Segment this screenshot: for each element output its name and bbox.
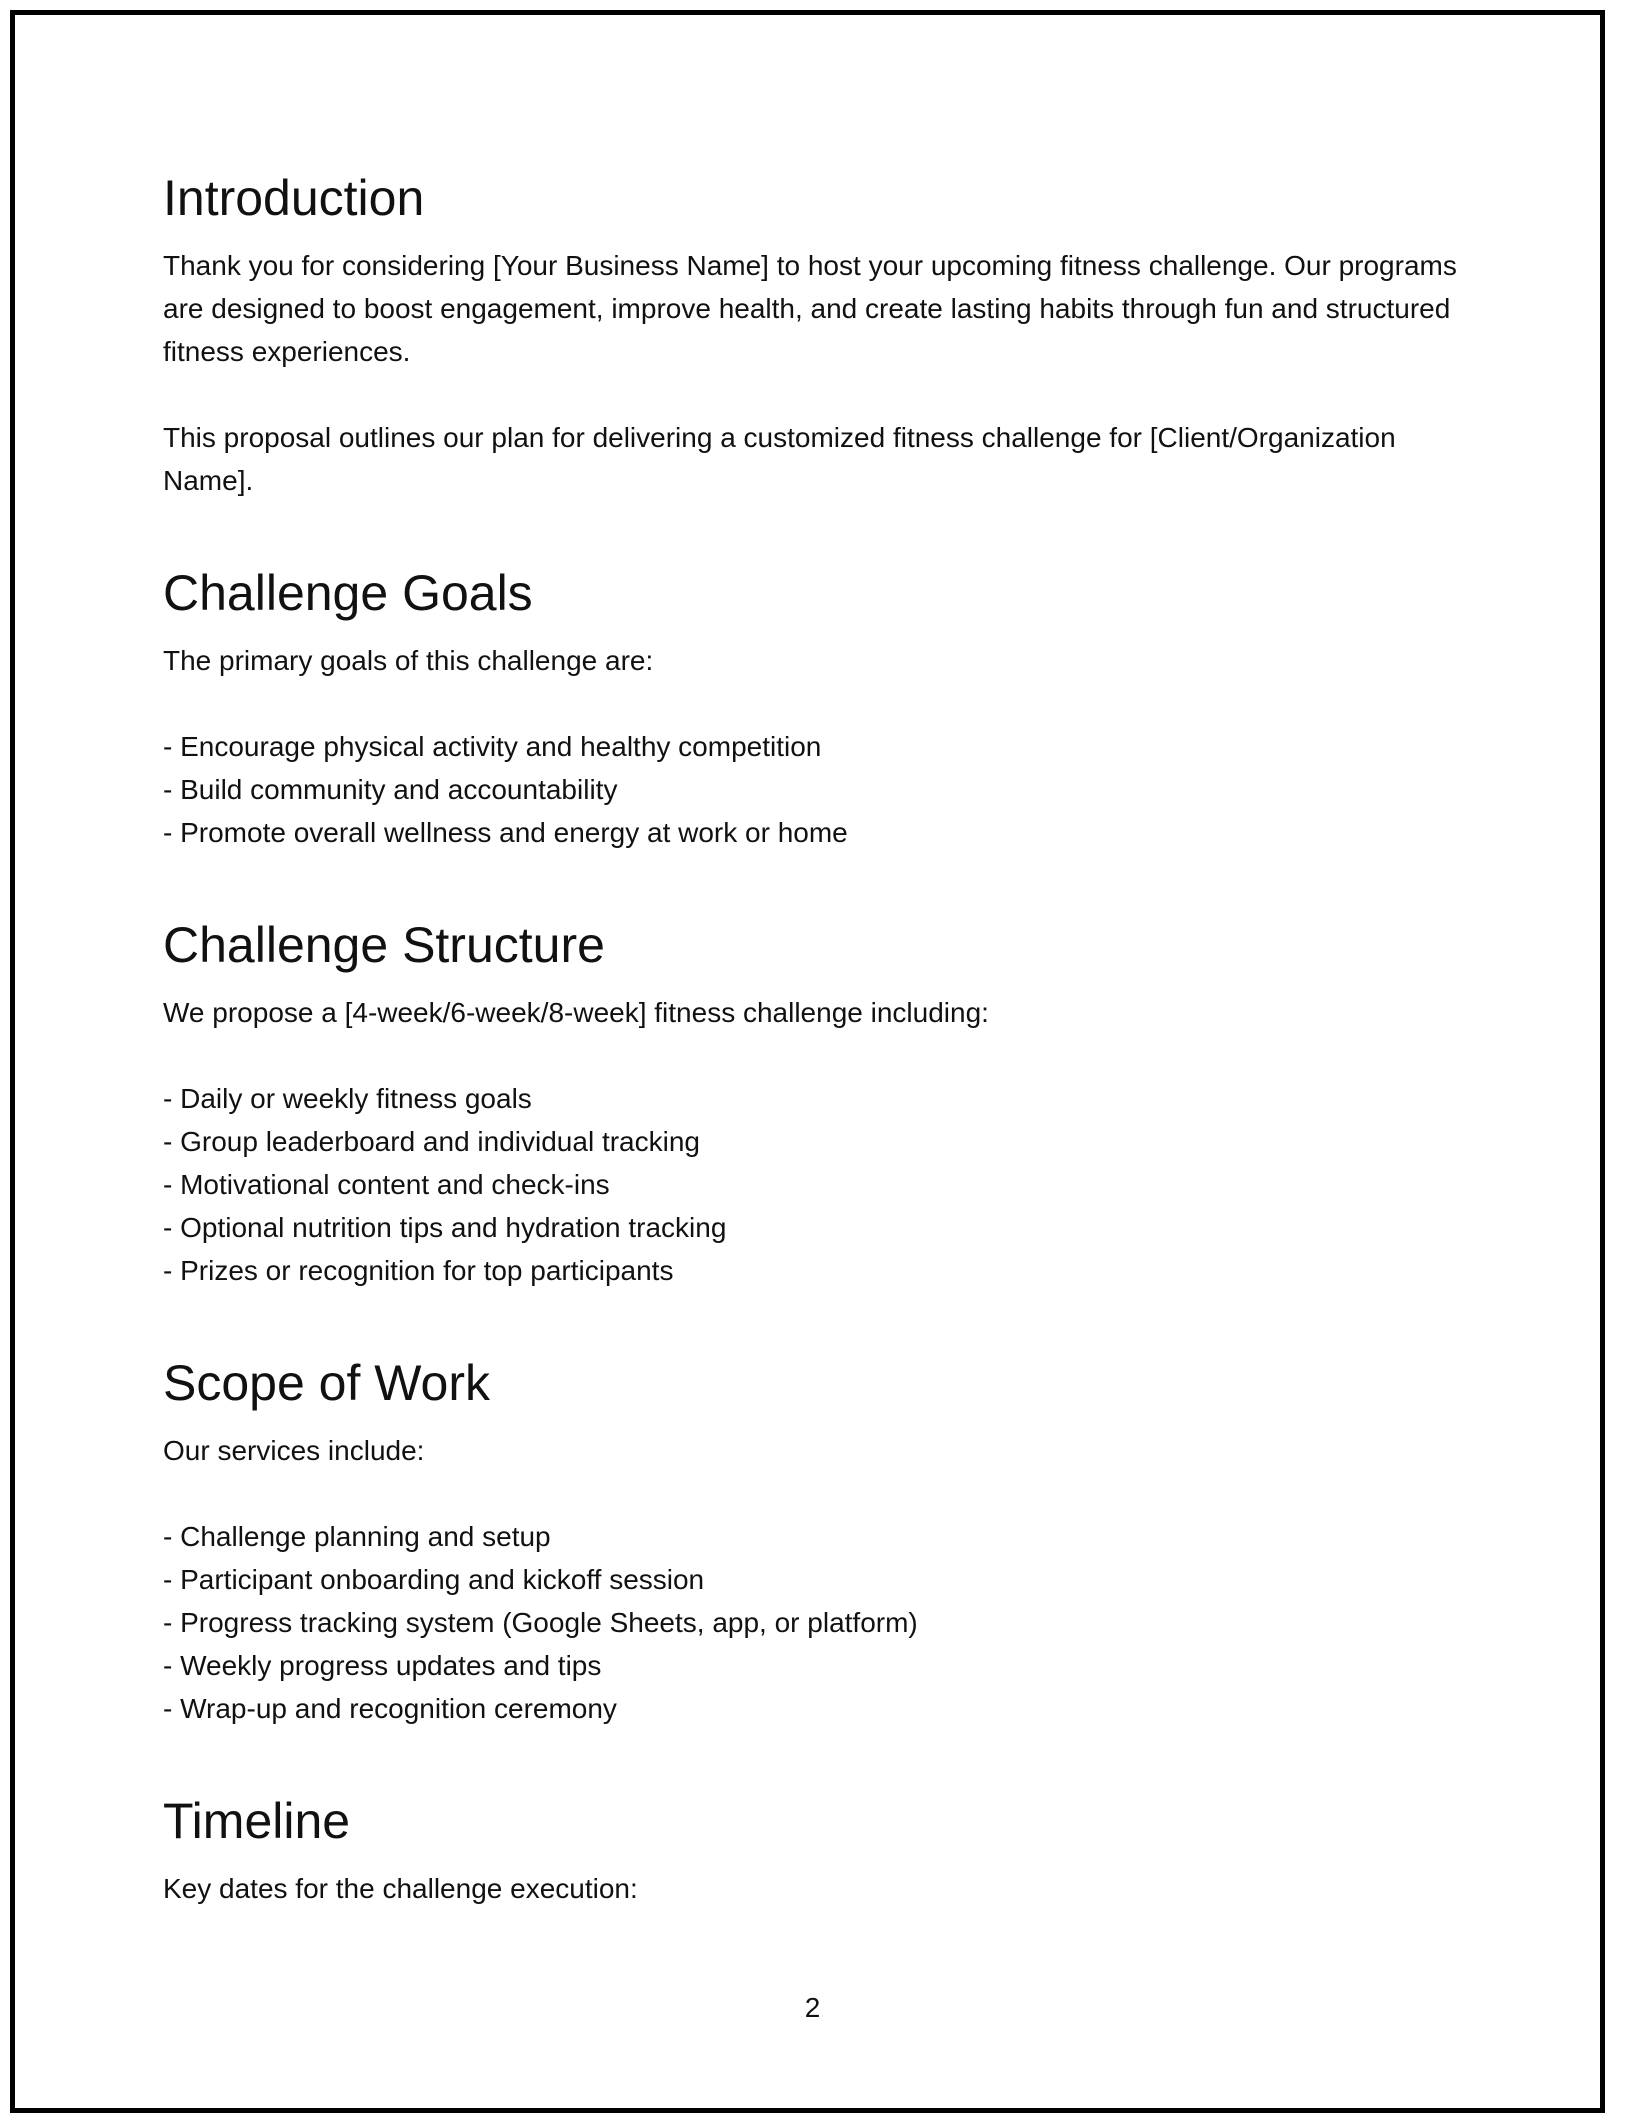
list-item: - Promote overall wellness and energy at work or home xyxy=(163,817,848,848)
challenge-goals-list xyxy=(163,725,1483,854)
timeline-heading: Timeline xyxy=(163,1793,351,1849)
list-item: - Daily or weekly fitness goals xyxy=(163,1083,532,1114)
list-item: - Progress tracking system (Google Sheets, app, or platform) xyxy=(163,1607,918,1638)
challenge-goals-heading: Challenge Goals xyxy=(163,565,533,621)
list-item: - Prizes or recognition for top participants xyxy=(163,1255,674,1286)
list-item: - Motivational content and check-ins xyxy=(163,1169,610,1200)
section-spacer xyxy=(163,502,1483,561)
section-spacer xyxy=(163,1730,1483,1789)
list-item: - Optional nutrition tips and hydration tracking xyxy=(163,1212,727,1243)
list-item: - Build community and accountability xyxy=(163,774,618,805)
list-item: - Participant onboarding and kickoff session xyxy=(163,1564,705,1595)
timeline-intro: Key dates for the challenge execution: xyxy=(163,1873,638,1904)
paragraph-spacer xyxy=(163,373,1483,416)
section-timeline xyxy=(163,1789,1483,1910)
section-spacer xyxy=(163,1292,1483,1351)
page-number: 2 xyxy=(804,1992,821,2023)
list-item: - Challenge planning and setup xyxy=(163,1521,551,1552)
challenge-structure-intro: We propose a [4-week/6-week/8-week] fitness challenge including: xyxy=(163,997,989,1028)
challenge-goals-intro: The primary goals of this challenge are: xyxy=(163,645,654,676)
introduction-heading: Introduction xyxy=(163,170,425,226)
section-spacer xyxy=(163,854,1483,913)
introduction-paragraph-2: This proposal outlines our plan for delivering a customized fitness challenge for [Client/Organization Name]. xyxy=(163,422,1396,496)
paragraph-spacer xyxy=(163,682,1483,725)
list-item: - Encourage physical activity and healthy competition xyxy=(163,731,822,762)
list-item: - Group leaderboard and individual tracking xyxy=(163,1126,700,1157)
list-item: - Weekly progress updates and tips xyxy=(163,1650,602,1681)
paragraph-spacer xyxy=(163,1034,1483,1077)
introduction-paragraph-1: Thank you for considering [Your Business Name] to host your upcoming fitness challenge. Our programs are designed to boost engagement, improve health, and create lasting habits through fun and structured fitness experiences. xyxy=(163,250,1457,367)
scope-of-work-intro: Our services include: xyxy=(163,1435,425,1466)
section-challenge-structure xyxy=(163,913,1483,1292)
section-scope-of-work xyxy=(163,1351,1483,1730)
document-body xyxy=(163,166,1483,1910)
section-challenge-goals xyxy=(163,561,1483,854)
challenge-structure-heading: Challenge Structure xyxy=(163,917,605,973)
challenge-structure-list xyxy=(163,1077,1483,1292)
scope-of-work-heading: Scope of Work xyxy=(163,1355,491,1411)
paragraph-spacer xyxy=(163,1472,1483,1515)
scope-of-work-list xyxy=(163,1515,1483,1730)
list-item: - Wrap-up and recognition ceremony xyxy=(163,1693,617,1724)
section-introduction xyxy=(163,166,1483,502)
